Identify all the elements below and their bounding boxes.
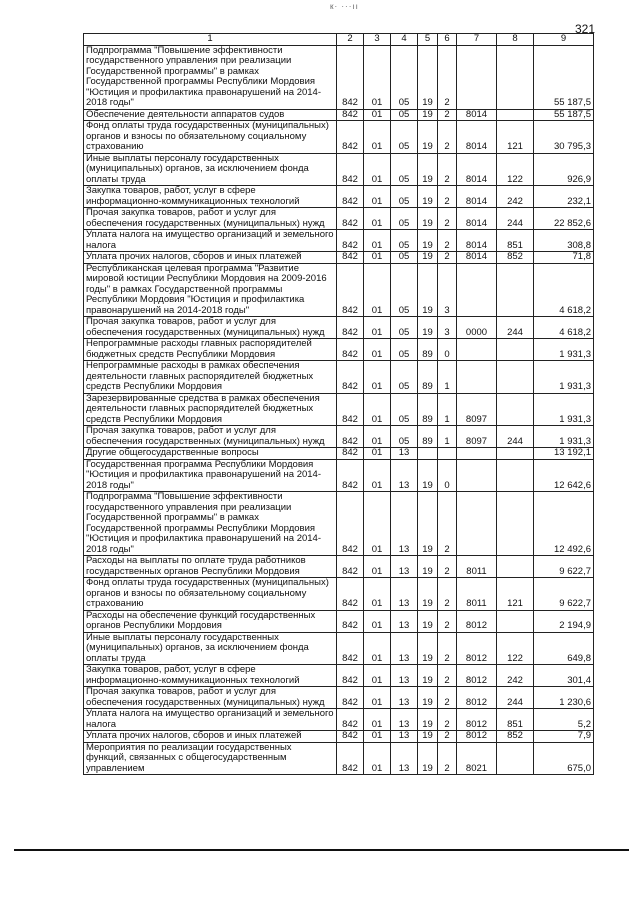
row-subprogram: 2 [438, 709, 457, 731]
row-program: 19 [418, 317, 438, 339]
row-name: Иные выплаты персоналу государственных (муниципальных) органов, за исключением фонда оплаты труда [84, 153, 337, 186]
page-bottom-rule [14, 849, 629, 851]
row-target-code: 8012 [457, 687, 497, 709]
row-admin-code: 842 [337, 578, 364, 611]
row-program: 89 [418, 361, 438, 394]
row-subprogram: 2 [438, 121, 457, 154]
row-section: 01 [364, 426, 391, 448]
row-name: Фонд оплаты труда государственных (муниципальных) органов и взносы по обязательному социальному страхованию [84, 578, 337, 611]
row-program: 19 [418, 459, 438, 492]
row-target-code: 8014 [457, 230, 497, 252]
row-program: 19 [418, 556, 438, 578]
row-subsection: 05 [391, 361, 418, 394]
row-subsection: 13 [391, 610, 418, 632]
row-admin-code: 842 [337, 610, 364, 632]
row-expense-type: 242 [497, 665, 534, 687]
row-target-code: 8097 [457, 426, 497, 448]
row-expense-type: 244 [497, 426, 534, 448]
row-amount: 4 618,2 [534, 317, 594, 339]
row-name: Зарезервированные средства в рамках обеспечения деятельности главных распорядителей бюджетных средств Республики Мордовия [84, 393, 337, 426]
row-name: Другие общегосударственные вопросы [84, 448, 337, 460]
row-section: 01 [364, 339, 391, 361]
table-row [84, 361, 594, 394]
row-amount: 30 795,3 [534, 121, 594, 154]
row-expense-type: 244 [497, 317, 534, 339]
row-expense-type: 121 [497, 578, 534, 611]
row-target-code: 8014 [457, 121, 497, 154]
row-expense-type: 852 [497, 731, 534, 743]
row-name: Закупка товаров, работ, услуг в сфере информационно-коммуникационных технологий [84, 186, 337, 208]
row-section: 01 [364, 230, 391, 252]
row-target-code [457, 459, 497, 492]
row-subsection: 05 [391, 153, 418, 186]
row-section: 01 [364, 208, 391, 230]
table-row [84, 492, 594, 556]
row-target-code: 8012 [457, 610, 497, 632]
row-target-code [457, 339, 497, 361]
row-name: Уплата налога на имущество организаций и земельного налога [84, 709, 337, 731]
table-row [84, 731, 594, 743]
row-name: Иные выплаты персоналу государственных (муниципальных) органов, за исключением фонда оплаты труда [84, 632, 337, 665]
row-amount: 12 492,6 [534, 492, 594, 556]
row-program: 19 [418, 263, 438, 317]
row-program: 19 [418, 742, 438, 775]
row-amount: 9 622,7 [534, 578, 594, 611]
row-subprogram: 2 [438, 742, 457, 775]
row-section: 01 [364, 492, 391, 556]
row-target-code: 8014 [457, 153, 497, 186]
row-subsection: 05 [391, 426, 418, 448]
row-program: 19 [418, 45, 438, 109]
row-name: Непрограммные расходы главных распорядителей бюджетных средств Республики Мордовия [84, 339, 337, 361]
row-amount: 55 187,5 [534, 45, 594, 109]
row-subsection: 13 [391, 492, 418, 556]
column-header: 3 [364, 34, 391, 46]
row-admin-code: 842 [337, 339, 364, 361]
row-subsection: 13 [391, 556, 418, 578]
row-amount: 9 622,7 [534, 556, 594, 578]
row-target-code [457, 361, 497, 394]
row-name: Прочая закупка товаров, работ и услуг для обеспечения государственных (муниципальных) нужд [84, 426, 337, 448]
row-program: 19 [418, 687, 438, 709]
row-amount: 71,8 [534, 252, 594, 264]
row-expense-type [497, 742, 534, 775]
row-target-code [457, 492, 497, 556]
row-target-code: 8014 [457, 252, 497, 264]
table-row [84, 109, 594, 121]
row-program: 19 [418, 208, 438, 230]
row-subsection: 13 [391, 665, 418, 687]
column-header: 5 [418, 34, 438, 46]
table-row [84, 459, 594, 492]
row-section: 01 [364, 665, 391, 687]
row-subprogram: 3 [438, 317, 457, 339]
row-target-code [457, 45, 497, 109]
row-section: 01 [364, 556, 391, 578]
row-amount: 649,8 [534, 632, 594, 665]
row-name: Расходы на обеспечение функций государственных органов Республики Мордовия [84, 610, 337, 632]
row-section: 01 [364, 742, 391, 775]
row-amount: 2 194,9 [534, 610, 594, 632]
row-program: 89 [418, 339, 438, 361]
row-target-code: 8012 [457, 709, 497, 731]
table-row [84, 742, 594, 775]
row-section: 01 [364, 263, 391, 317]
row-subsection: 13 [391, 632, 418, 665]
row-expense-type: 242 [497, 186, 534, 208]
row-target-code: 0000 [457, 317, 497, 339]
row-amount: 1 931,3 [534, 361, 594, 394]
table-row [84, 709, 594, 731]
row-admin-code: 842 [337, 556, 364, 578]
row-amount: 55 187,5 [534, 109, 594, 121]
row-subsection: 13 [391, 448, 418, 460]
row-section: 01 [364, 45, 391, 109]
row-section: 01 [364, 632, 391, 665]
row-target-code: 8097 [457, 393, 497, 426]
row-section: 01 [364, 610, 391, 632]
column-header: 4 [391, 34, 418, 46]
row-target-code: 8014 [457, 109, 497, 121]
row-target-code: 8014 [457, 186, 497, 208]
row-admin-code: 842 [337, 109, 364, 121]
row-amount: 13 192,1 [534, 448, 594, 460]
row-program: 19 [418, 252, 438, 264]
table-row [84, 153, 594, 186]
row-expense-type [497, 448, 534, 460]
row-amount: 4 618,2 [534, 263, 594, 317]
row-subsection: 13 [391, 578, 418, 611]
row-subsection: 05 [391, 230, 418, 252]
table-row [84, 339, 594, 361]
row-expense-type [497, 492, 534, 556]
row-name: Прочая закупка товаров, работ и услуг для обеспечения государственных (муниципальных) нужд [84, 317, 337, 339]
row-admin-code: 842 [337, 742, 364, 775]
row-name: Уплата прочих налогов, сборов и иных платежей [84, 252, 337, 264]
row-admin-code: 842 [337, 731, 364, 743]
table-row [84, 393, 594, 426]
row-name: Прочая закупка товаров, работ и услуг для обеспечения государственных (муниципальных) нужд [84, 208, 337, 230]
row-target-code: 8012 [457, 665, 497, 687]
row-amount: 7,9 [534, 731, 594, 743]
table-row [84, 448, 594, 460]
row-admin-code: 842 [337, 632, 364, 665]
page-number: 321 [575, 22, 596, 36]
row-amount: 12 642,6 [534, 459, 594, 492]
row-section: 01 [364, 153, 391, 186]
row-amount: 1 931,3 [534, 426, 594, 448]
row-expense-type: 852 [497, 252, 534, 264]
row-expense-type: 122 [497, 153, 534, 186]
row-expense-type: 244 [497, 687, 534, 709]
table-row [84, 121, 594, 154]
row-admin-code: 842 [337, 121, 364, 154]
row-subprogram: 2 [438, 556, 457, 578]
row-subsection: 05 [391, 252, 418, 264]
row-subsection: 05 [391, 339, 418, 361]
column-header: 1 [84, 34, 337, 46]
row-expense-type [497, 459, 534, 492]
row-name: Закупка товаров, работ, услуг в сфере информационно-коммуникационных технологий [84, 665, 337, 687]
row-target-code [457, 263, 497, 317]
scan-mark: к· ···ıı [330, 2, 359, 11]
row-target-code: 8011 [457, 578, 497, 611]
row-target-code: 8012 [457, 731, 497, 743]
row-section: 01 [364, 459, 391, 492]
row-program: 19 [418, 610, 438, 632]
row-expense-type: 122 [497, 632, 534, 665]
row-admin-code: 842 [337, 492, 364, 556]
row-expense-type [497, 339, 534, 361]
row-subprogram: 2 [438, 492, 457, 556]
row-amount: 232,1 [534, 186, 594, 208]
row-subsection: 05 [391, 263, 418, 317]
row-amount: 1 931,3 [534, 339, 594, 361]
row-name: Уплата налога на имущество организаций и земельного налога [84, 230, 337, 252]
table-row [84, 556, 594, 578]
row-name: Непрограммные расходы в рамках обеспечения деятельности главных распорядителей бюджетных средств Республики Мордовия [84, 361, 337, 394]
row-subsection: 05 [391, 109, 418, 121]
row-subsection: 13 [391, 709, 418, 731]
table-row [84, 610, 594, 632]
row-expense-type [497, 393, 534, 426]
row-expense-type [497, 361, 534, 394]
table-row [84, 230, 594, 252]
row-subprogram: 2 [438, 109, 457, 121]
row-subsection: 13 [391, 742, 418, 775]
row-name: Прочая закупка товаров, работ и услуг для обеспечения государственных (муниципальных) нужд [84, 687, 337, 709]
table-row [84, 687, 594, 709]
table-row [84, 252, 594, 264]
row-admin-code: 842 [337, 665, 364, 687]
row-amount: 301,4 [534, 665, 594, 687]
row-expense-type [497, 263, 534, 317]
row-subprogram [438, 448, 457, 460]
row-admin-code: 842 [337, 263, 364, 317]
row-subsection: 05 [391, 186, 418, 208]
row-name: Подпрограмма "Повышение эффективности государственного управления при реализации Государственной программы" в рамках Государственной программы Республики Мордовия "Юстиция и профилактика правонарушений на 2014-2018 годы" [84, 492, 337, 556]
row-name: Фонд оплаты труда государственных (муниципальных) органов и взносы по обязательному социальному страхованию [84, 121, 337, 154]
table-body [84, 45, 594, 775]
row-subprogram: 2 [438, 208, 457, 230]
row-subprogram: 2 [438, 230, 457, 252]
row-program: 19 [418, 578, 438, 611]
row-subprogram: 2 [438, 665, 457, 687]
column-header: 6 [438, 34, 457, 46]
column-header: 2 [337, 34, 364, 46]
row-admin-code: 842 [337, 687, 364, 709]
row-subprogram: 0 [438, 339, 457, 361]
row-amount: 1 230,6 [534, 687, 594, 709]
row-section: 01 [364, 687, 391, 709]
row-admin-code: 842 [337, 230, 364, 252]
row-program: 19 [418, 153, 438, 186]
table-row [84, 186, 594, 208]
column-header: 9 [534, 34, 594, 46]
row-name: Расходы на выплаты по оплате труда работников государственных органов Республики Мордовия [84, 556, 337, 578]
row-section: 01 [364, 393, 391, 426]
row-expense-type [497, 45, 534, 109]
column-number-row [84, 34, 594, 46]
table-row [84, 665, 594, 687]
budget-table [83, 33, 594, 775]
row-section: 01 [364, 448, 391, 460]
row-section: 01 [364, 109, 391, 121]
row-admin-code: 842 [337, 317, 364, 339]
row-subsection: 13 [391, 459, 418, 492]
row-name: Мероприятия по реализации государственных функций, связанных с общегосударственным управлением [84, 742, 337, 775]
row-target-code: 8011 [457, 556, 497, 578]
row-subprogram: 2 [438, 186, 457, 208]
row-program: 19 [418, 632, 438, 665]
row-subprogram: 1 [438, 426, 457, 448]
table-row [84, 208, 594, 230]
row-program: 89 [418, 393, 438, 426]
row-subprogram: 3 [438, 263, 457, 317]
row-target-code: 8021 [457, 742, 497, 775]
row-program: 19 [418, 186, 438, 208]
row-section: 01 [364, 578, 391, 611]
column-header: 8 [497, 34, 534, 46]
row-admin-code: 842 [337, 252, 364, 264]
row-admin-code: 842 [337, 393, 364, 426]
row-name: Государственная программа Республики Мордовия "Юстиция и профилактика правонарушений на 2014-2018 годы" [84, 459, 337, 492]
row-section: 01 [364, 121, 391, 154]
row-admin-code: 842 [337, 709, 364, 731]
row-subprogram: 2 [438, 731, 457, 743]
row-expense-type [497, 109, 534, 121]
row-section: 01 [364, 317, 391, 339]
row-amount: 308,8 [534, 230, 594, 252]
row-expense-type: 121 [497, 121, 534, 154]
row-admin-code: 842 [337, 186, 364, 208]
row-name: Обеспечение деятельности аппаратов судов [84, 109, 337, 121]
row-subsection: 05 [391, 393, 418, 426]
row-subsection: 13 [391, 731, 418, 743]
row-amount: 22 852,6 [534, 208, 594, 230]
row-admin-code: 842 [337, 426, 364, 448]
row-subprogram: 2 [438, 687, 457, 709]
table-row [84, 426, 594, 448]
row-target-code: 8014 [457, 208, 497, 230]
row-section: 01 [364, 731, 391, 743]
row-admin-code: 842 [337, 208, 364, 230]
row-expense-type: 851 [497, 230, 534, 252]
row-amount: 926,9 [534, 153, 594, 186]
row-program: 19 [418, 230, 438, 252]
column-header: 7 [457, 34, 497, 46]
row-section: 01 [364, 186, 391, 208]
row-expense-type [497, 610, 534, 632]
row-amount: 675,0 [534, 742, 594, 775]
row-program: 19 [418, 709, 438, 731]
row-program: 19 [418, 492, 438, 556]
table-row [84, 45, 594, 109]
row-subprogram: 2 [438, 45, 457, 109]
row-subprogram: 0 [438, 459, 457, 492]
table-row [84, 317, 594, 339]
row-section: 01 [364, 361, 391, 394]
row-subsection: 05 [391, 121, 418, 154]
row-expense-type: 244 [497, 208, 534, 230]
table-row [84, 263, 594, 317]
row-section: 01 [364, 709, 391, 731]
row-name: Уплата прочих налогов, сборов и иных платежей [84, 731, 337, 743]
row-subsection: 13 [391, 687, 418, 709]
row-program: 19 [418, 665, 438, 687]
row-amount: 5,2 [534, 709, 594, 731]
row-expense-type [497, 556, 534, 578]
row-program: 89 [418, 426, 438, 448]
row-amount: 1 931,3 [534, 393, 594, 426]
row-program: 19 [418, 121, 438, 154]
row-program [418, 448, 438, 460]
row-target-code: 8012 [457, 632, 497, 665]
row-subprogram: 2 [438, 252, 457, 264]
row-subprogram: 1 [438, 361, 457, 394]
row-subsection: 05 [391, 208, 418, 230]
row-name: Республиканская целевая программа "Развитие мировой юстиции Республики Мордовия на 2009-2016 годы" в рамках Государственной программы Республики Мордовия "Юстиция и профилактика правонарушений на 2014-2018 годы" [84, 263, 337, 317]
row-subprogram: 2 [438, 632, 457, 665]
row-name: Подпрограмма "Повышение эффективности государственного управления при реализации Государственной программы" в рамках Государственной программы Республики Мордовия "Юстиция и профилактика правонарушений на 2014-2018 годы" [84, 45, 337, 109]
table-row [84, 632, 594, 665]
row-admin-code: 842 [337, 361, 364, 394]
row-subprogram: 2 [438, 153, 457, 186]
table-row [84, 578, 594, 611]
row-expense-type: 851 [497, 709, 534, 731]
row-subsection: 05 [391, 45, 418, 109]
row-subsection: 05 [391, 317, 418, 339]
row-subprogram: 2 [438, 610, 457, 632]
row-admin-code: 842 [337, 153, 364, 186]
row-target-code [457, 448, 497, 460]
row-admin-code: 842 [337, 459, 364, 492]
row-admin-code: 842 [337, 448, 364, 460]
row-program: 19 [418, 731, 438, 743]
row-subprogram: 2 [438, 578, 457, 611]
row-subprogram: 1 [438, 393, 457, 426]
row-admin-code: 842 [337, 45, 364, 109]
row-section: 01 [364, 252, 391, 264]
row-program: 19 [418, 109, 438, 121]
